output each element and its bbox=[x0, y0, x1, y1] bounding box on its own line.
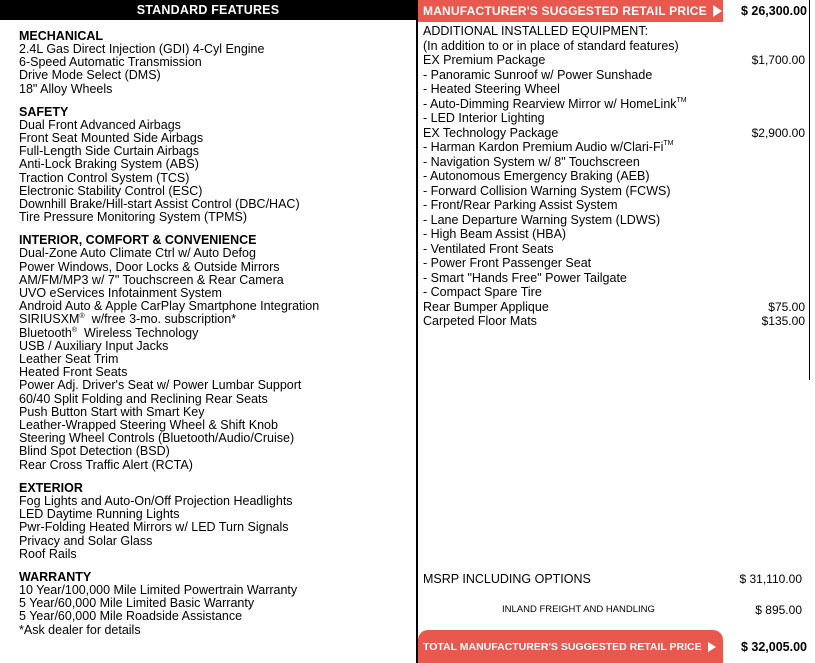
equipment-line: - Autonomous Emergency Braking (AEB) bbox=[423, 169, 650, 183]
equipment-price bbox=[723, 155, 805, 170]
feature-item: 2.4L Gas Direct Injection (GDI) 4-Cyl Engine bbox=[19, 42, 265, 56]
feature-item: Dual-Zone Auto Climate Ctrl w/ Auto Defog bbox=[19, 246, 256, 261]
equipment-line: - Navigation System w/ 8" Touchscreen bbox=[423, 154, 640, 169]
feature-item: Power Windows, Door Locks & Outside Mirrors bbox=[19, 259, 280, 274]
standard-features-header: STANDARD FEATURES bbox=[0, 0, 416, 20]
equipment-price bbox=[723, 213, 805, 228]
feature-item: Dual Front Advanced Airbags bbox=[19, 117, 181, 132]
equipment-price bbox=[723, 68, 805, 83]
equipment-price bbox=[723, 97, 805, 112]
equipment-line: - Smart "Hands Free" Power Tailgate bbox=[423, 270, 627, 285]
feature-item: Pwr-Folding Heated Mirrors w/ LED Turn Signals bbox=[19, 520, 289, 535]
feature-item: *Ask dealer for details bbox=[19, 622, 141, 637]
feature-item: Tire Pressure Monitoring System (TPMS) bbox=[19, 210, 248, 225]
section-title: INTERIOR, COMFORT & CONVENIENCE bbox=[19, 233, 257, 248]
feature-item: Fog Lights and Auto-On/Off Projection Headlights bbox=[19, 493, 293, 508]
trademark-mark: TM bbox=[663, 140, 674, 147]
feature-item: Privacy and Solar Glass bbox=[19, 533, 153, 548]
feature-item: Anti-Lock Braking System (ABS) bbox=[19, 157, 199, 172]
feature-item-bluetooth bbox=[19, 327, 414, 340]
base-price: $ 26,300.00 bbox=[740, 4, 807, 18]
equipment-line: - Front/Rear Parking Assist System bbox=[423, 198, 618, 212]
clarifi-text: - Harman Kardon Premium Audio w/Clari-Fi bbox=[423, 140, 664, 154]
section-interior bbox=[19, 234, 414, 471]
feature-item: Drive Mode Select (DMS) bbox=[19, 68, 161, 83]
feature-item: Blind Spot Detection (BSD) bbox=[19, 444, 170, 459]
feature-item: USB / Auxiliary Input Jacks bbox=[19, 338, 169, 353]
equipment-price bbox=[723, 82, 805, 97]
feature-item: Android Auto & Apple CarPlay Smartphone Integration bbox=[19, 299, 320, 314]
msrp-header bbox=[418, 0, 723, 22]
price-column-rule bbox=[809, 0, 810, 380]
price-spacer bbox=[723, 24, 805, 39]
additional-subtitle: (In addition to or in place of standard features) bbox=[423, 38, 679, 53]
msrp-options-label: MSRP INCLUDING OPTIONS bbox=[423, 572, 591, 586]
feature-item: 5 Year/60,000 Mile Limited Basic Warranty bbox=[19, 596, 255, 611]
equipment-line: - Ventilated Front Seats bbox=[423, 241, 554, 256]
section-title: EXTERIOR bbox=[19, 480, 83, 495]
registered-mark: ® bbox=[79, 313, 85, 321]
equipment-line: - Compact Spare Tire bbox=[423, 285, 542, 299]
feature-item: Traction Control System (TCS) bbox=[19, 170, 190, 185]
equipment-price bbox=[723, 111, 805, 126]
section-mechanical bbox=[19, 30, 414, 96]
equipment-price bbox=[723, 198, 805, 213]
equipment-line: - Lane Departure Warning System (LDWS) bbox=[423, 212, 661, 227]
equipment-line: - LED Interior Lighting bbox=[423, 111, 545, 125]
feature-item: Electronic Stability Control (ESC) bbox=[19, 183, 203, 198]
feature-item: 10 Year/100,000 Mile Limited Powertrain Warranty bbox=[19, 582, 298, 597]
equipment-price: $1,700.00 bbox=[751, 53, 805, 67]
bluetooth-detail: Wireless Technology bbox=[83, 325, 199, 340]
feature-item: Heated Front Seats bbox=[19, 365, 128, 380]
equipment-line: Rear Bumper Applique bbox=[423, 299, 549, 314]
trademark-mark: TM bbox=[676, 96, 687, 104]
equipment-line: - High Beam Assist (HBA) bbox=[423, 227, 567, 241]
feature-item: Steering Wheel Controls (Bluetooth/Audio/Cruise) bbox=[19, 431, 295, 446]
equipment-price bbox=[723, 227, 805, 242]
equipment-line-homelink bbox=[423, 97, 723, 112]
freight-label: INLAND FREIGHT AND HANDLING bbox=[502, 604, 655, 615]
feature-item: Power Adj. Driver's Seat w/ Power Lumbar Support bbox=[19, 378, 302, 393]
feature-item: 5 Year/60,000 Mile Roadside Assistance bbox=[19, 609, 243, 624]
total-msrp-label: TOTAL MANUFACTURER'S SUGGESTED RETAIL PRICE bbox=[423, 640, 702, 653]
equipment-price bbox=[723, 285, 805, 300]
arrow-right-icon bbox=[713, 5, 722, 17]
feature-item: Leather Seat Trim bbox=[19, 352, 119, 367]
feature-item: Full-Length Side Curtain Airbags bbox=[19, 144, 199, 159]
equipment-price bbox=[723, 242, 805, 257]
equipment-price bbox=[723, 184, 805, 199]
feature-item-siriusxm bbox=[19, 313, 414, 326]
equipment-line: EX Premium Package bbox=[423, 53, 546, 67]
equipment-price: $2,900.00 bbox=[751, 125, 805, 140]
feature-item: Roof Rails bbox=[19, 546, 77, 561]
feature-item: Leather-Wrapped Steering Wheel & Shift Knob bbox=[19, 418, 278, 433]
equipment-line: - Forward Collision Warning System (FCWS) bbox=[423, 183, 671, 198]
siriusxm-label: SIRIUSXM bbox=[19, 312, 80, 327]
equipment-price: $75.00 bbox=[768, 299, 805, 314]
bluetooth-label: Bluetooth bbox=[19, 325, 72, 340]
equipment-line-clarifi bbox=[423, 140, 723, 155]
equipment-price bbox=[723, 169, 805, 184]
homelink-text: - Auto-Dimming Rearview Mirror w/ HomeLink bbox=[423, 96, 677, 111]
section-safety bbox=[19, 106, 414, 225]
equipment-line: - Heated Steering Wheel bbox=[423, 82, 560, 96]
equipment-price bbox=[723, 140, 805, 155]
feature-item: AM/FM/MP3 w/ 7" Touchscreen & Rear Camera bbox=[19, 272, 284, 287]
feature-item: Downhill Brake/Hill-start Assist Control (DBC/HAC) bbox=[19, 197, 300, 212]
feature-item: 18" Alloy Wheels bbox=[19, 81, 113, 96]
equipment-price: $135.00 bbox=[761, 314, 805, 328]
freight-value: $ 895.00 bbox=[755, 603, 802, 617]
total-msrp-value: $ 32,005.00 bbox=[740, 639, 807, 654]
equipment-prices bbox=[723, 24, 805, 329]
pricing-panel bbox=[418, 0, 723, 663]
arrow-right-icon bbox=[708, 642, 716, 652]
additional-title: ADDITIONAL INSTALLED EQUIPMENT: bbox=[423, 24, 649, 38]
equipment-price bbox=[723, 256, 805, 271]
siriusxm-detail: w/free 3-mo. subscription* bbox=[91, 312, 237, 327]
equipment-line: - Panoramic Sunroof w/ Power Sunshade bbox=[423, 67, 653, 82]
standard-features-list bbox=[19, 30, 414, 647]
price-column bbox=[723, 0, 815, 663]
total-msrp-bar bbox=[418, 630, 723, 663]
additional-equipment-list bbox=[423, 24, 723, 329]
msrp-options-value: $ 31,110.00 bbox=[739, 572, 802, 586]
section-exterior bbox=[19, 482, 414, 561]
equipment-line: EX Technology Package bbox=[423, 125, 559, 140]
equipment-line: - Power Front Passenger Seat bbox=[423, 256, 592, 270]
equipment-line: Carpeted Floor Mats bbox=[423, 314, 537, 328]
feature-item: Front Seat Mounted Side Airbags bbox=[19, 131, 204, 146]
feature-item: Push Button Start with Smart Key bbox=[19, 404, 205, 419]
feature-item: 6-Speed Automatic Transmission bbox=[19, 55, 202, 70]
section-title: SAFETY bbox=[19, 104, 69, 119]
price-spacer bbox=[723, 39, 805, 54]
msrp-header-label: MANUFACTURER'S SUGGESTED RETAIL PRICE bbox=[423, 4, 707, 18]
feature-item: LED Daytime Running Lights bbox=[19, 507, 180, 522]
section-warranty bbox=[19, 571, 414, 637]
section-title: WARRANTY bbox=[19, 569, 92, 584]
registered-mark: ® bbox=[71, 326, 77, 334]
feature-item: 60/40 Split Folding and Reclining Rear Seats bbox=[19, 391, 268, 406]
feature-item: Rear Cross Traffic Alert (RCTA) bbox=[19, 457, 193, 472]
section-title: MECHANICAL bbox=[19, 29, 104, 43]
equipment-price bbox=[723, 271, 805, 286]
feature-item: UVO eServices Infotainment System bbox=[19, 286, 222, 301]
